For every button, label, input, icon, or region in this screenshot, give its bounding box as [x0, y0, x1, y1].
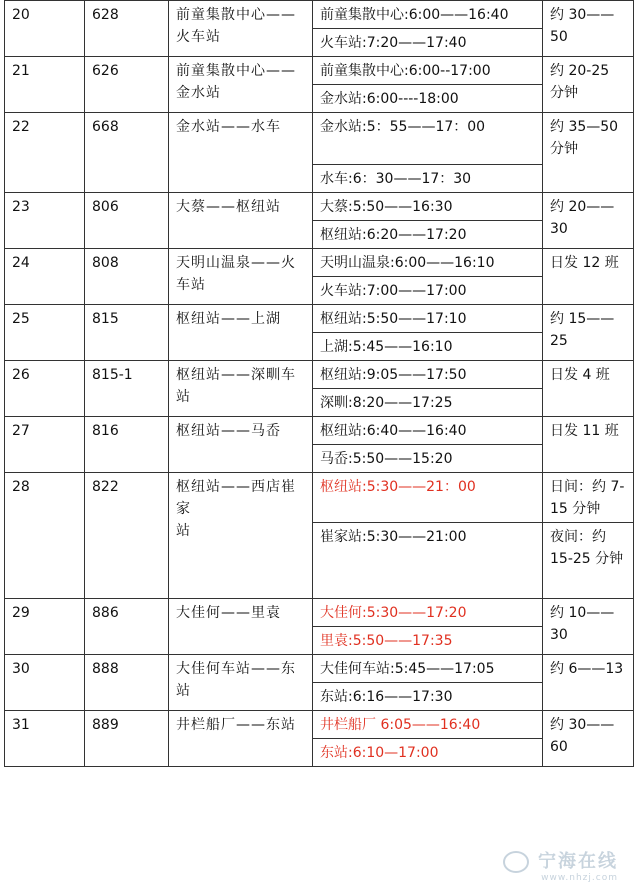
departure-time: 天明山温泉:6:00——16:10	[313, 249, 543, 277]
departure-time: 枢纽站:6:40——16:40	[313, 417, 543, 445]
return-time: 东站:6:10—17:00	[313, 739, 543, 767]
row-number: 30	[5, 655, 85, 711]
return-time: 火车站:7:00——17:00	[313, 277, 543, 305]
frequency-day: 日间：约 7-15 分钟	[543, 473, 634, 523]
departure-time: 前童集散中心:6:00--17:00	[313, 57, 543, 85]
return-time: 里袁:5:50——17:35	[313, 627, 543, 655]
route-name: 枢纽站——马岙	[169, 417, 313, 473]
frequency: 日发 4 班	[543, 361, 634, 417]
return-time: 东站:6:16——17:30	[313, 683, 543, 711]
line-number: 815	[85, 305, 169, 361]
departure-time: 大佳何车站:5:45——17:05	[313, 655, 543, 683]
departure-time: 枢纽站:5:30——21：00	[313, 473, 543, 523]
row-number: 21	[5, 57, 85, 113]
row-number: 25	[5, 305, 85, 361]
frequency: 约 35—50 分钟	[543, 113, 634, 193]
frequency: 约 30——50	[543, 1, 634, 57]
return-time: 马岙:5:50——15:20	[313, 445, 543, 473]
table-row	[5, 473, 634, 523]
departure-time: 前童集散中心:6:00——16:40	[313, 1, 543, 29]
route-name: 前童集散中心——金水站	[169, 57, 313, 113]
watermark	[503, 847, 618, 884]
row-number: 23	[5, 193, 85, 249]
table-row	[5, 113, 634, 165]
return-time: 崔家站:5:30——21:00	[313, 523, 543, 599]
line-number: 628	[85, 1, 169, 57]
return-time: 上湖:5:45——16:10	[313, 333, 543, 361]
line-number: 816	[85, 417, 169, 473]
departure-time: 大蔡:5:50——16:30	[313, 193, 543, 221]
row-number: 22	[5, 113, 85, 193]
line-number: 815-1	[85, 361, 169, 417]
table-row	[5, 57, 634, 85]
frequency: 约 30——60	[543, 711, 634, 767]
frequency: 约 20-25 分钟	[543, 57, 634, 113]
table-row	[5, 193, 634, 221]
frequency: 约 15——25	[543, 305, 634, 361]
frequency: 日发 12 班	[543, 249, 634, 305]
line-number: 888	[85, 655, 169, 711]
row-number: 24	[5, 249, 85, 305]
frequency: 约 10——30	[543, 599, 634, 655]
frequency: 日发 11 班	[543, 417, 634, 473]
line-number: 806	[85, 193, 169, 249]
frequency: 约 6——13	[543, 655, 634, 711]
bus-schedule-table	[4, 0, 634, 767]
departure-time: 枢纽站:9:05——17:50	[313, 361, 543, 389]
route-name: 大佳何车站——东站	[169, 655, 313, 711]
departure-time: 枢纽站:5:50——17:10	[313, 305, 543, 333]
route-name: 枢纽站——上湖	[169, 305, 313, 361]
table-row	[5, 711, 634, 739]
line-number: 668	[85, 113, 169, 193]
row-number: 29	[5, 599, 85, 655]
return-time: 深甽:8:20——17:25	[313, 389, 543, 417]
return-time: 枢纽站:6:20——17:20	[313, 221, 543, 249]
route-name	[169, 473, 313, 599]
return-time: 火车站:7:20——17:40	[313, 29, 543, 57]
route-name: 金水站——水车	[169, 113, 313, 193]
departure-time: 金水站:5：55——17：00	[313, 113, 543, 165]
frequency-night: 夜间：约 15-25 分钟	[543, 523, 634, 599]
route-name: 大蔡——枢纽站	[169, 193, 313, 249]
row-number: 27	[5, 417, 85, 473]
departure-time: 大佳何:5:30——17:20	[313, 599, 543, 627]
route-name: 井栏船厂——东站	[169, 711, 313, 767]
row-number: 31	[5, 711, 85, 767]
watermark-text: 宁海在线	[538, 850, 618, 872]
table-row	[5, 249, 634, 277]
watermark-url: www.nhzj.com	[541, 873, 618, 883]
line-number: 808	[85, 249, 169, 305]
table-row	[5, 655, 634, 683]
route-name-line1: 枢纽站——西店崔家	[176, 479, 296, 517]
route-name: 枢纽站——深甽车站	[169, 361, 313, 417]
watermark-logo-icon	[503, 851, 529, 873]
table-row	[5, 305, 634, 333]
row-number: 20	[5, 1, 85, 57]
table-row	[5, 417, 634, 445]
return-time: 水车:6：30——17：30	[313, 165, 543, 193]
row-number: 28	[5, 473, 85, 599]
line-number: 889	[85, 711, 169, 767]
line-number: 626	[85, 57, 169, 113]
return-time: 金水站:6:00----18:00	[313, 85, 543, 113]
frequency: 约 20——30	[543, 193, 634, 249]
route-name: 大佳何——里袁	[169, 599, 313, 655]
route-name-line2: 站	[176, 523, 191, 539]
line-number: 886	[85, 599, 169, 655]
row-number: 26	[5, 361, 85, 417]
departure-time: 井栏船厂 6:05——16:40	[313, 711, 543, 739]
table-row	[5, 361, 634, 389]
table-row	[5, 599, 634, 627]
route-name: 前童集散中心——火车站	[169, 1, 313, 57]
line-number: 822	[85, 473, 169, 599]
table-row	[5, 1, 634, 29]
route-name: 天明山温泉——火车站	[169, 249, 313, 305]
